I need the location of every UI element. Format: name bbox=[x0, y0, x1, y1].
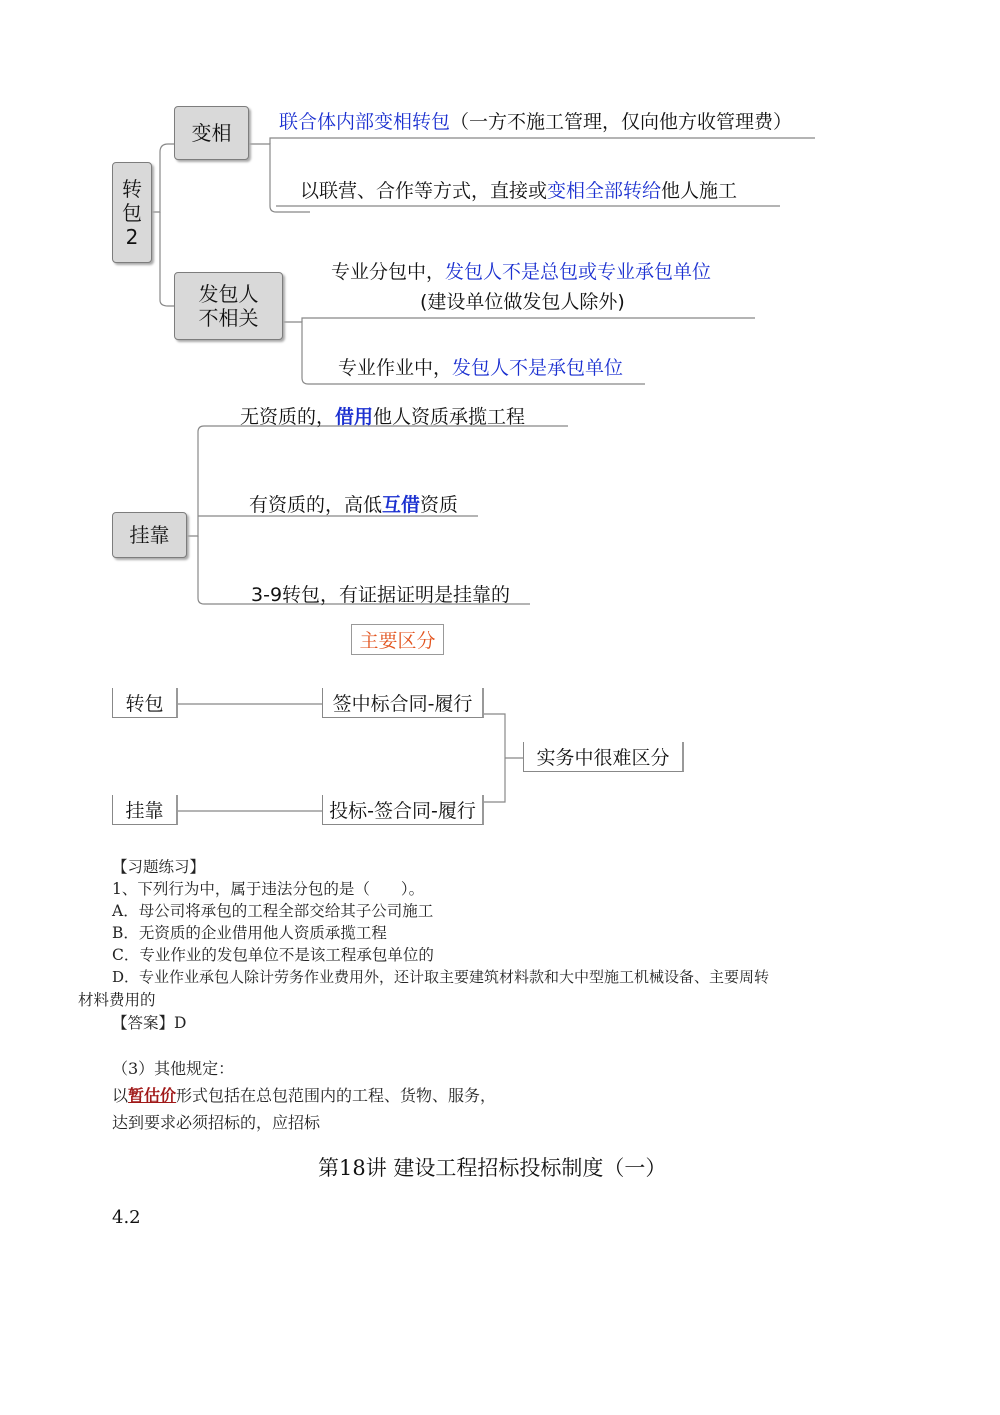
node-zhuanbao2-char1: 转 bbox=[122, 176, 142, 201]
distinction-left-top bbox=[112, 688, 178, 718]
exercise-option-d-line2: 材料费用的 bbox=[78, 991, 156, 1009]
fabaoren-item1-pre: 专业分包中， bbox=[331, 261, 446, 283]
exercise-answer: 【答案】D bbox=[112, 1014, 187, 1032]
distinction-mid-bottom-text: 投标-签合同-履行 bbox=[329, 800, 476, 822]
fabaoren-item1-note: (建设单位做发包人除外) bbox=[420, 291, 625, 313]
distinction-title-text: 主要区分 bbox=[359, 630, 436, 652]
bianxiang-item2 bbox=[300, 176, 737, 203]
node-guakao-label: 挂靠 bbox=[129, 523, 170, 547]
node-bianxiang bbox=[174, 106, 249, 160]
fabaoren-item2-pre: 专业作业中， bbox=[338, 357, 453, 379]
node-fabaoren bbox=[174, 272, 283, 340]
distinction-mid-bottom bbox=[322, 795, 484, 825]
exercise-option-c: C．专业作业的发包单位不是该工程承包单位的 bbox=[112, 946, 434, 964]
fabaoren-item2 bbox=[338, 353, 623, 380]
guakao-item1-bold: 借用 bbox=[335, 406, 374, 428]
zanguji-link[interactable]: 暂估价 bbox=[128, 1086, 177, 1105]
lecture-title: 第18讲 建设工程招标投标制度（一） bbox=[318, 1156, 667, 1180]
guakao-item1 bbox=[240, 402, 525, 429]
guakao-item2-bold: 互借 bbox=[382, 494, 421, 516]
node-zhuanbao2-char2: 包 bbox=[122, 200, 142, 225]
exercise-question: 1、下列行为中，属于违法分包的是（ ）。 bbox=[112, 880, 425, 898]
bianxiang-item1-rest: （一方不施工管理，仅向他方收管理费） bbox=[450, 111, 793, 133]
guakao-item2 bbox=[249, 490, 458, 517]
fabaoren-item1-highlight: 发包人不是总包或专业承包单位 bbox=[445, 261, 712, 283]
section-number: 4.2 bbox=[112, 1207, 141, 1228]
fabaoren-item2-highlight: 发包人不是承包单位 bbox=[452, 357, 624, 379]
node-fabaoren-line1: 发包人 bbox=[198, 282, 259, 306]
distinction-title bbox=[351, 624, 444, 655]
guakao-item1-post: 他人资质承揽工程 bbox=[373, 406, 526, 428]
node-bianxiang-label: 变相 bbox=[191, 121, 232, 145]
other-rules-line1 bbox=[112, 1083, 496, 1106]
other-rules-line1-post: 形式包括在总包范围内的工程、货物、服务， bbox=[176, 1086, 497, 1105]
exercise-option-b: B．无资质的企业借用他人资质承揽工程 bbox=[112, 924, 387, 942]
bianxiang-item2-pre: 以联营、合作等方式，直接或 bbox=[300, 180, 548, 202]
node-zhuanbao2 bbox=[112, 162, 152, 263]
node-guakao bbox=[112, 512, 187, 558]
guakao-item2-post: 资质 bbox=[420, 494, 459, 516]
other-rules-line1-pre: 以 bbox=[112, 1086, 129, 1105]
distinction-right bbox=[523, 742, 684, 772]
bianxiang-item1-highlight: 联合体内部变相转包 bbox=[279, 111, 451, 133]
node-zhuanbao2-char3: 2 bbox=[125, 224, 139, 249]
guakao-item2-pre: 有资质的，高低 bbox=[249, 494, 383, 516]
guakao-item1-pre: 无资质的， bbox=[240, 406, 336, 428]
guakao-item3: 3-9转包，有证据证明是挂靠的 bbox=[251, 584, 511, 606]
distinction-left-bottom-text: 挂靠 bbox=[125, 800, 164, 822]
distinction-mid-top-text: 签中标合同-履行 bbox=[332, 693, 473, 715]
bianxiang-item2-post: 他人施工 bbox=[661, 180, 738, 202]
node-fabaoren-line2: 不相关 bbox=[198, 306, 259, 330]
distinction-right-text: 实务中很难区分 bbox=[536, 747, 670, 769]
distinction-left-bottom bbox=[112, 795, 178, 825]
fabaoren-item1 bbox=[331, 257, 711, 284]
bianxiang-item2-highlight: 变相全部转给 bbox=[547, 180, 662, 202]
distinction-mid-top bbox=[322, 688, 484, 718]
exercise-header: 【习题练习】 bbox=[112, 858, 206, 876]
exercise-option-d-line1: D．专业作业承包人除计劳务作业费用外，还计取主要建筑材料款和大中型施工机械设备、主要周转 bbox=[112, 968, 770, 986]
distinction-left-top-text: 转包 bbox=[125, 693, 164, 715]
bianxiang-item1 bbox=[279, 107, 792, 134]
exercise-option-a: A．母公司将承包的工程全部交给其子公司施工 bbox=[112, 902, 434, 920]
other-rules-heading: （3）其他规定： bbox=[112, 1059, 235, 1078]
other-rules-line2: 达到要求必须招标的，应招标 bbox=[112, 1113, 321, 1132]
